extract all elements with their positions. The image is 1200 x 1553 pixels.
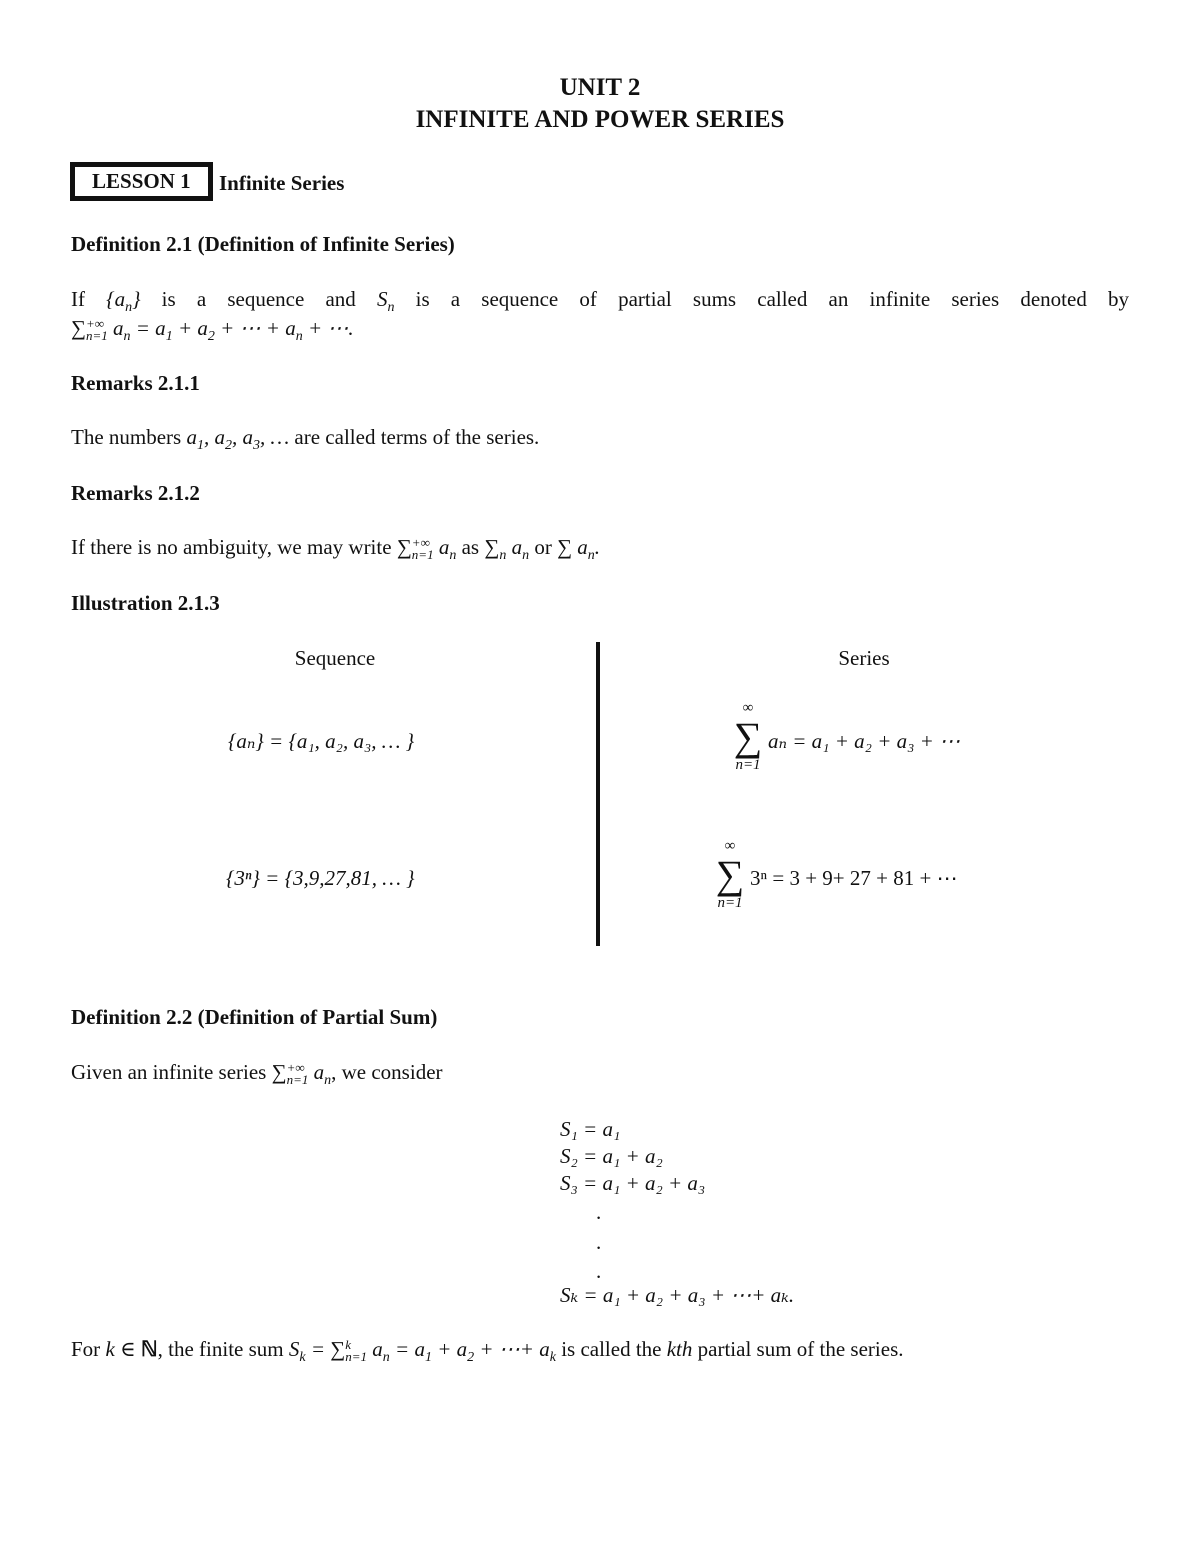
definition-2-1-line1: If $\{a_n\}$ is a sequence and $S_n$ is a sequence of partial sums called an infinite series denoted by	[71, 287, 1129, 316]
ellipsis-dot-3: .	[596, 1259, 602, 1283]
illustration-2-1-3-heading: Illustration 2.1.3	[71, 591, 220, 615]
lesson-title: Infinite Series	[219, 171, 345, 195]
partial-sum-s3: S₃ = a₁ + a₂ + a₃	[560, 1171, 706, 1195]
remarks-2-1-2-text: If there is no ambiguity, we may write ∑+∞ n=1 $a_n$ as $\sum_n$ $a_n$ or ∑ $a_n$.	[71, 535, 601, 564]
series-column-header: Series	[838, 646, 890, 670]
series-general: aₙ = a₁ + a₂ + a₃ + ⋯	[768, 729, 961, 753]
sequence-general: {aₙ} = {a₁, a₂, a₃, … }	[228, 729, 415, 753]
unit-title: UNIT 2	[559, 74, 641, 101]
definition-2-1-heading: Definition 2.1 (Definition of Infinite Series)	[71, 232, 455, 256]
partial-sum-s2: S₂ = a₁ + a₂	[560, 1144, 663, 1168]
definition-2-1-formula: ∑+∞ n=1 $a_n = a_1 + a_2$ + ⋯ + $a_n$ + ⋯.	[71, 316, 354, 345]
column-divider	[596, 642, 600, 946]
lesson-label-box	[70, 162, 213, 201]
definition-2-2-final: For k ∈ ℕ, the finite sum $S_k = \sum k$ n=1 $a_n = a_1 + a_2$ + ⋯+ $a_k$ is called the kth partial sum of the series.	[71, 1337, 904, 1366]
series-2-sigma: ∞ ∑ n=1	[715, 838, 745, 911]
sequence-column-header: Sequence	[294, 646, 376, 670]
partial-sum-s1: S₁ = a₁	[560, 1117, 621, 1141]
remarks-2-1-2-heading: Remarks 2.1.2	[71, 481, 200, 505]
document-title: INFINITE AND POWER SERIES	[415, 106, 785, 133]
partial-sum-sk: Sₖ = a₁ + a₂ + a₃ + ⋯+ aₖ.	[560, 1283, 795, 1307]
series-powers-of-3: 3ⁿ = 3 + 9+ 27 + 81 + ⋯	[750, 866, 958, 890]
remarks-2-1-1-heading: Remarks 2.1.1	[71, 371, 200, 395]
sequence-powers-of-3: {3ⁿ} = {3,9,27,81, … }	[226, 866, 415, 890]
definition-2-2-heading: Definition 2.2 (Definition of Partial Sum)	[71, 1005, 438, 1029]
remarks-2-1-1-text: The numbers $a_1$, $a_2$, $a_3$, … are called terms of the series.	[71, 425, 540, 454]
ellipsis-dot-1: .	[596, 1200, 602, 1224]
series-1-sigma: ∞ ∑ n=1	[733, 700, 763, 773]
lesson-label: LESSON 1	[92, 169, 191, 193]
ellipsis-dot-2: .	[596, 1230, 602, 1254]
definition-2-2-intro: Given an infinite series ∑+∞ n=1 $a_n$, we consider	[71, 1060, 443, 1089]
